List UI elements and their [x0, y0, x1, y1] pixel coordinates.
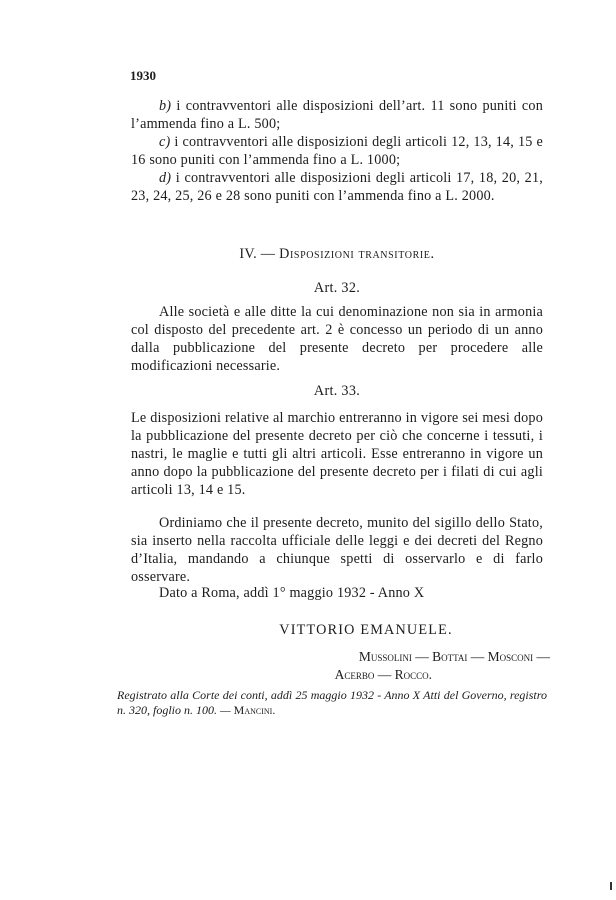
ministers-block — [300, 648, 550, 684]
date-line-block — [131, 584, 543, 602]
penalty-items — [131, 97, 543, 205]
item-c-label: c) — [159, 134, 171, 150]
art33-heading: Art. 33. — [313, 383, 361, 399]
item-b-text: i contravventori alle disposizioni dell’art. 11 sono puniti con l’ammenda fino a L. 500; — [131, 98, 543, 132]
king-signature: VITTORIO EMANUELE. — [279, 622, 453, 638]
art32-body — [131, 303, 543, 375]
section-heading — [131, 246, 543, 263]
art33-text: Le disposizioni relative al marchio entreranno in vigore sei mesi dopo la pubblicazione del presente decreto per ciò che concerne i tessuti, i nastri, le maglie e tutti gli altri articoli. Esse entreranno in vigore un anno dopo la pubblicazione del presente decreto per i filati di cui agli articoli 13, 14 e 15. — [131, 410, 543, 498]
item-d — [131, 169, 543, 205]
page-edge-mark — [610, 882, 612, 890]
registration-signer: Mancini. — [233, 703, 276, 717]
closing-text: Ordiniamo che il presente decreto, munito del sigillo dello Stato, sia inserto nella raccolta ufficiale delle leggi e dei decreti del Regno d’Italia, mandando a chiunque spetti di osservarlo e di farlo osservare. — [131, 515, 543, 585]
item-b — [131, 97, 543, 133]
item-d-label: d) — [159, 170, 172, 186]
item-d-text: i contravventori alle disposizioni degli articoli 17, 18, 20, 21, 23, 24, 25, 26 e 28 sono puniti con l’ammenda fino a L. 2000. — [131, 170, 543, 204]
registration-note — [117, 688, 547, 718]
closing-body — [131, 514, 543, 586]
page-number: 1930 — [130, 68, 156, 83]
item-b-label: b) — [159, 98, 172, 114]
date-line: Dato a Roma, addì 1° maggio 1932 - Anno X — [159, 585, 425, 601]
item-c — [131, 133, 543, 169]
item-c-text: i contravventori alle disposizioni degli articoli 12, 13, 14, 15 e 16 sono puniti con l’ammenda fino a L. 1000; — [131, 134, 543, 168]
art32-text: Alle società e alle ditte la cui denominazione non sia in armonia col disposto del precedente art. 2 è concesso un periodo di un anno dalla pubblicazione del presente decreto per procedere alle modificazioni necessarie. — [131, 304, 543, 374]
ministers-line-1: Mussolini — Bottai — Mosconi — — [358, 649, 550, 664]
section-title: Disposizioni transitorie. — [279, 246, 435, 262]
art32-heading: Art. 32. — [313, 280, 361, 296]
ministers-line-2: Acerbo — Rocco. — [334, 667, 432, 682]
registration-text: Registrato alla Corte dei conti, addì 25 maggio 1932 - Anno X Atti del Governo, registro n. 320, foglio n. 100. — — [117, 688, 547, 717]
art33-body — [131, 409, 543, 499]
section-number: IV. — — [239, 246, 276, 262]
